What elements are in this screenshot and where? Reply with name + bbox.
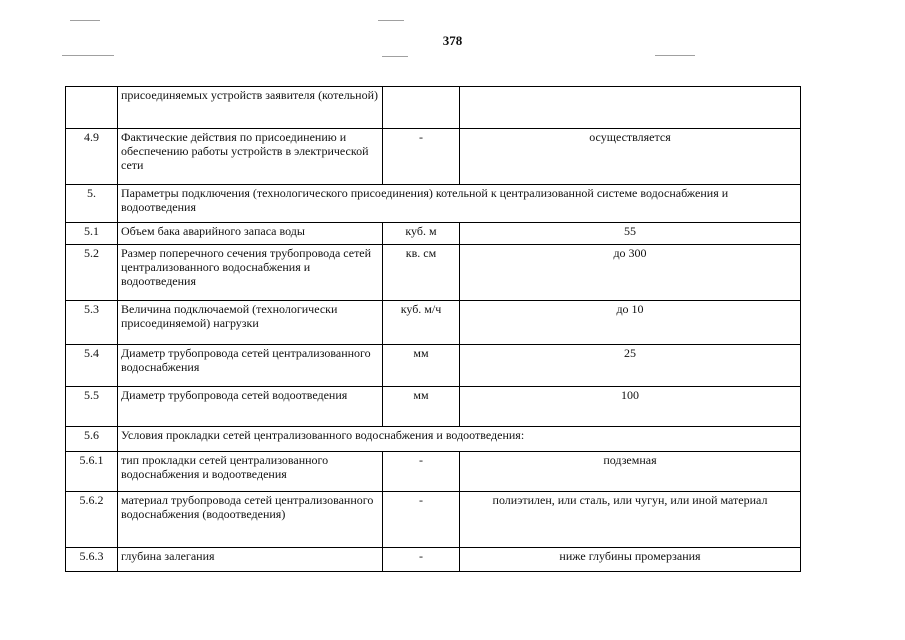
parameters-table: [65, 86, 801, 572]
row-unit: -: [383, 129, 460, 185]
table-row: [66, 245, 801, 301]
section-heading: Параметры подключения (технологического присоединения) котельной к централизованной системе водоснабжения и водоотведения: [118, 185, 801, 223]
table-row: [66, 548, 801, 572]
row-unit: мм: [383, 345, 460, 387]
row-number: 4.9: [66, 129, 118, 185]
row-number: 5.3: [66, 301, 118, 345]
row-value: до 10: [460, 301, 801, 345]
table-row: [66, 492, 801, 548]
row-parameter: Диаметр трубопровода сетей водоотведения: [118, 387, 383, 427]
row-number: 5.6.2: [66, 492, 118, 548]
row-value: 100: [460, 387, 801, 427]
row-number: 5.: [66, 185, 118, 223]
row-parameter: Диаметр трубопровода сетей централизованного водоснабжения: [118, 345, 383, 387]
table-row: [66, 223, 801, 245]
row-parameter: присоединяемых устройств заявителя (котельной): [118, 87, 383, 129]
row-unit: кв. см: [383, 245, 460, 301]
section-heading: Условия прокладки сетей централизованного водоснабжения и водоотведения:: [118, 427, 801, 452]
table-row: [66, 452, 801, 492]
table-row: [66, 301, 801, 345]
page-number: 378: [442, 33, 463, 48]
row-unit: -: [383, 492, 460, 548]
row-parameter: глубина залегания: [118, 548, 383, 572]
row-value: осуществляется: [460, 129, 801, 185]
row-value: ниже глубины промерзания: [460, 548, 801, 572]
row-unit: -: [383, 548, 460, 572]
row-number: 5.4: [66, 345, 118, 387]
row-unit: куб. м/ч: [383, 301, 460, 345]
row-value: 25: [460, 345, 801, 387]
row-value: [460, 87, 801, 129]
row-unit: мм: [383, 387, 460, 427]
row-number: 5.6.3: [66, 548, 118, 572]
row-parameter: материал трубопровода сетей централизованного водоснабжения (водоотведения): [118, 492, 383, 548]
table-row: [66, 87, 801, 129]
row-number: [66, 87, 118, 129]
row-parameter: Фактические действия по присоединению и обеспечению работы устройств в электрической сети: [118, 129, 383, 185]
row-parameter: Объем бака аварийного запаса воды: [118, 223, 383, 245]
table-row: [66, 345, 801, 387]
row-parameter: тип прокладки сетей централизованного водоснабжения и водоотведения: [118, 452, 383, 492]
row-unit: куб. м: [383, 223, 460, 245]
row-parameter: Размер поперечного сечения трубопровода сетей централизованного водоснабжения и водоотведения: [118, 245, 383, 301]
row-value: 55: [460, 223, 801, 245]
table-row: [66, 129, 801, 185]
row-number: 5.6: [66, 427, 118, 452]
row-value: до 300: [460, 245, 801, 301]
row-value: полиэтилен, или сталь, или чугун, или иной материал: [460, 492, 801, 548]
row-parameter: Величина подключаемой (технологически присоединяемой) нагрузки: [118, 301, 383, 345]
row-unit: -: [383, 452, 460, 492]
table-row: [66, 387, 801, 427]
row-value: подземная: [460, 452, 801, 492]
table-section-row: [66, 185, 801, 223]
row-number: 5.1: [66, 223, 118, 245]
row-number: 5.2: [66, 245, 118, 301]
row-number: 5.6.1: [66, 452, 118, 492]
table-section-row: [66, 427, 801, 452]
row-unit: [383, 87, 460, 129]
row-number: 5.5: [66, 387, 118, 427]
